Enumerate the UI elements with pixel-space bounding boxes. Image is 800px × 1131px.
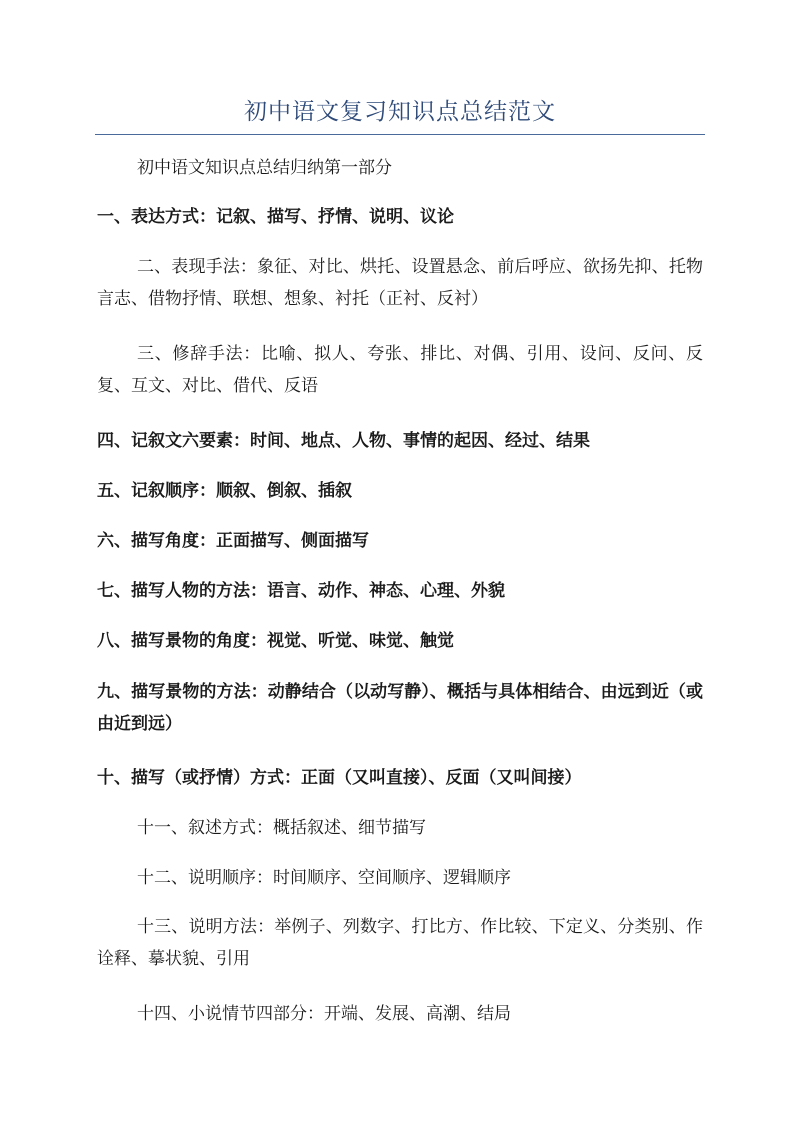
item-11: 十一、叙述方式：概括叙述、细节描写 [137,818,426,838]
item-4: 四、记叙文六要素：时间、地点、人物、事情的起因、经过、结果 [97,431,590,451]
item-3: 三、修辞手法：比喻、拟人、夸张、排比、对偶、引用、设问、反问、反复、互文、对比、借代、反语 [97,344,703,396]
item-1: 一、表达方式：记叙、描写、抒情、说明、议论 [97,207,454,227]
item-12: 十二、说明顺序：时间顺序、空间顺序、逻辑顺序 [137,868,511,888]
title-underline [95,134,705,135]
item-10: 十、描写（或抒情）方式：正面（又叫直接）、反面（又叫间接） [97,768,582,788]
section-intro: 初中语文知识点总结归纳第一部分 [137,158,392,178]
item-7: 七、描写人物的方法：语言、动作、神态、心理、外貌 [97,581,505,601]
item-13: 十三、说明方法：举例子、列数字、打比方、作比较、下定义、分类别、作诠释、摹状貌、引用 [97,917,703,969]
item-8: 八、描写景物的角度：视觉、听觉、味觉、触觉 [97,631,454,651]
item-6: 六、描写角度：正面描写、侧面描写 [97,531,369,551]
item-14: 十四、小说情节四部分：开端、发展、高潮、结局 [137,1004,511,1024]
item-5: 五、记叙顺序：顺叙、倒叙、插叙 [97,481,352,501]
page-title: 初中语文复习知识点总结范文 [244,99,556,125]
item-2: 二、表现手法：象征、对比、烘托、设置悬念、前后呼应、欲扬先抑、托物言志、借物抒情、联想、想象、衬托（正衬、反衬） [97,257,703,309]
item-9: 九、描写景物的方法：动静结合（以动写静）、概括与具体相结合、由远到近（或由近到远） [97,682,703,734]
